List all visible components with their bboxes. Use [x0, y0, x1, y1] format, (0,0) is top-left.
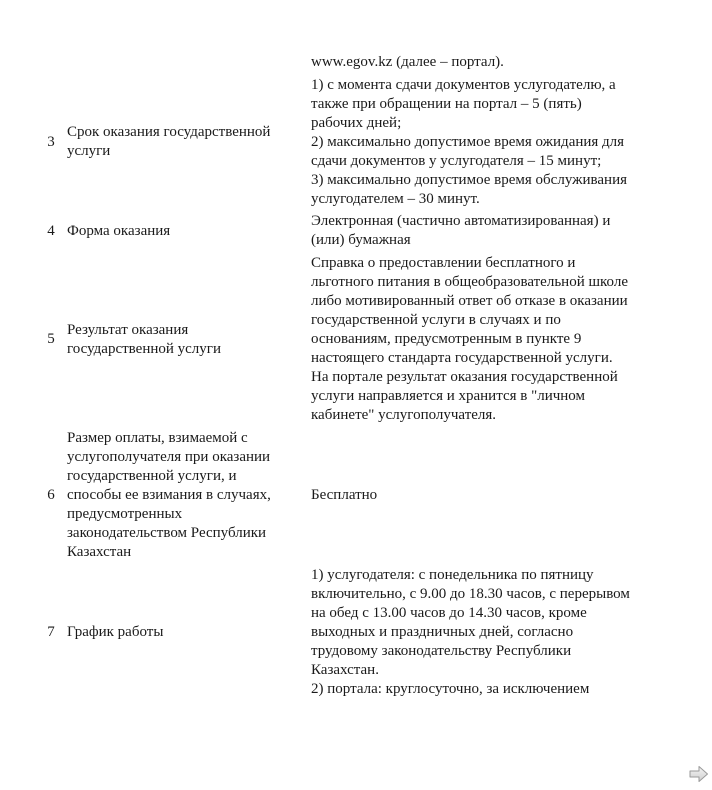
- text-line: предусмотренных: [67, 506, 183, 522]
- text-line: Форма оказания: [67, 223, 171, 239]
- row-name: [67, 623, 295, 642]
- text-line: График работы: [67, 624, 164, 640]
- row-name: [67, 429, 295, 562]
- text-line: 2) портала: круглосуточно, за исключением: [311, 681, 590, 697]
- text-line: 2) максимально допустимое время ожидания для: [311, 134, 625, 150]
- text-line: способы ее взимания в случаях,: [67, 487, 271, 503]
- text-line: Электронная (частично автоматизированная) и: [311, 213, 611, 229]
- text-line: Казахстан.: [311, 662, 379, 678]
- text-line: 3) максимально допустимое время обслуживания: [311, 172, 628, 188]
- text-line: рабочих дней;: [311, 115, 402, 131]
- text-line: законодательством Республики: [67, 525, 267, 541]
- text-line: Бесплатно: [311, 487, 378, 503]
- text-line: услугополучателя при оказании: [67, 449, 271, 465]
- text-line: сдачи документов у услугодателя – 15 минут;: [311, 153, 602, 169]
- text-line: льготного питания в общеобразовательной школе: [311, 274, 628, 290]
- text-line: трудовому законодательству Республики: [311, 643, 572, 659]
- text-line: включительно, с 9.00 до 18.30 часов, с перерывом: [311, 586, 630, 602]
- text-line: государственной услуги: [67, 341, 221, 357]
- row-name: [67, 222, 295, 241]
- text-line: www.egov.kz (далее – портал).: [311, 54, 504, 70]
- text-line: также при обращении на портал – 5 (пять): [311, 96, 582, 112]
- text-line: Казахстан: [67, 544, 132, 560]
- row-number: 3: [47, 134, 55, 150]
- row-number: 4: [47, 223, 55, 239]
- text-line: На портале результат оказания государственной: [311, 369, 618, 385]
- text-line: кабинете" услугополучателя.: [311, 407, 497, 423]
- row-description: [311, 53, 671, 72]
- text-line: Срок оказания государственной: [67, 124, 271, 140]
- text-line: государственной услуги, и: [67, 468, 237, 484]
- row-name: [67, 123, 295, 161]
- text-line: 1) с момента сдачи документов услугодателю, а: [311, 77, 616, 93]
- text-line: государственной услуги в случаях и по: [311, 312, 561, 328]
- text-line: (или) бумажная: [311, 232, 411, 248]
- text-line: 1) услугодателя: с понедельника по пятницу: [311, 567, 594, 583]
- text-line: услуги направляется и хранится в "личном: [311, 388, 585, 404]
- text-line: на обед с 13.00 часов до 14.30 часов, кроме: [311, 605, 587, 621]
- text-line: услуги: [67, 143, 111, 159]
- next-page-arrow-icon[interactable]: [689, 765, 709, 783]
- text-line: выходных и праздничных дней, согласно: [311, 624, 574, 640]
- row-description: [311, 212, 671, 250]
- row-description: [311, 486, 671, 505]
- text-line: настоящего стандарта государственной услуги.: [311, 350, 613, 366]
- text-line: Справка о предоставлении бесплатного и: [311, 255, 576, 271]
- text-line: Результат оказания: [67, 322, 189, 338]
- text-line: либо мотивированный ответ об отказе в оказании: [311, 293, 628, 309]
- row-number: 5: [47, 331, 55, 347]
- row-number: 7: [47, 624, 55, 640]
- text-line: основаниям, предусмотренным в пункте 9: [311, 331, 582, 347]
- row-name: [67, 321, 295, 359]
- row-description: [311, 76, 671, 209]
- row-number: 6: [47, 487, 55, 503]
- text-line: услугодателем – 30 минут.: [311, 191, 480, 207]
- row-description: [311, 254, 671, 425]
- row-description: [311, 566, 671, 699]
- text-line: Размер оплаты, взимаемой с: [67, 430, 248, 446]
